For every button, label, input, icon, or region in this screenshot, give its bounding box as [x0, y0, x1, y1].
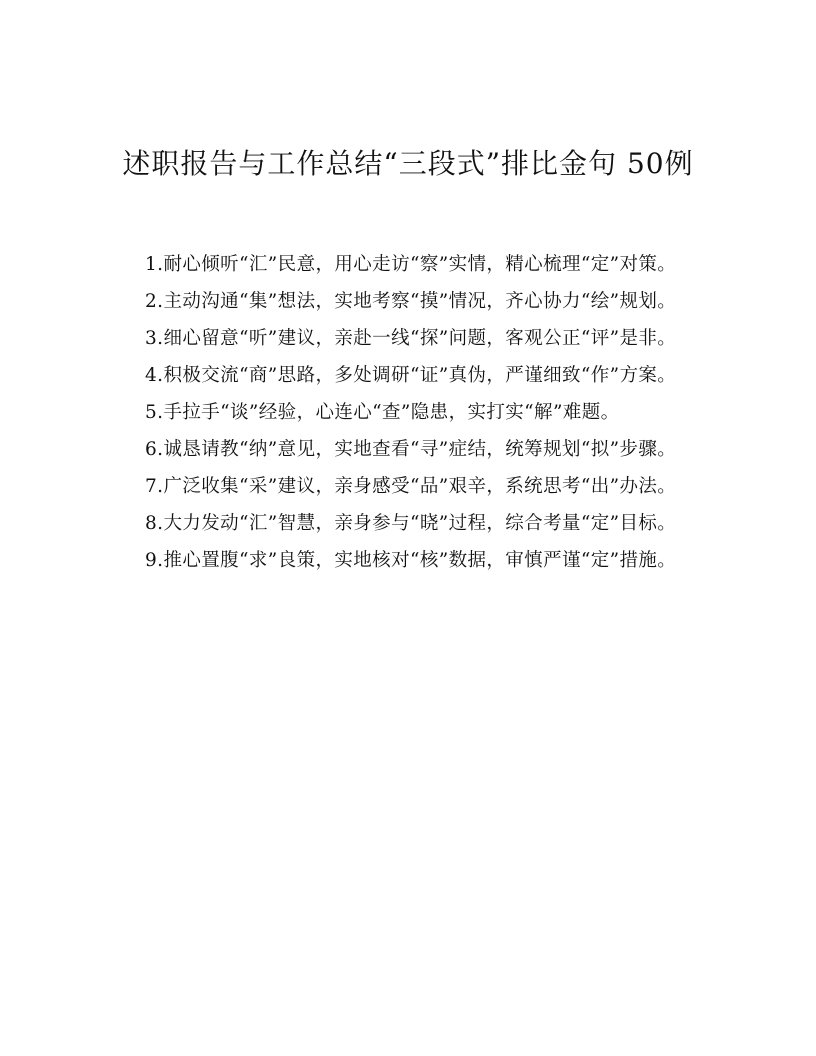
list-item: 8.大力发动“汇”智慧，亲身参与“晓”过程，综合考量“定”目标。	[145, 513, 677, 534]
list-item: 9.推心置腹“求”良策，实地核对“核”数据，审慎严谨“定”措施。	[145, 550, 677, 571]
list-item: 4.积极交流“商”思路，多处调研“证”真伪，严谨细致“作”方案。	[145, 365, 677, 386]
list-item: 1.耐心倾听“汇”民意，用心走访“察”实情，精心梳理“定”对策。	[145, 254, 677, 275]
list-item: 2.主动沟通“集”想法，实地考察“摸”情况，齐心协力“绘”规划。	[145, 291, 677, 312]
document-title: 述职报告与工作总结“三段式”排比金句 50例	[122, 147, 694, 180]
list-item: 6.诚恳请教“纳”意见，实地查看“寻”症结，统筹规划“拟”步骤。	[145, 439, 677, 460]
list-item: 7.广泛收集“采”建议，亲身感受“品”艰辛，系统思考“出”办法。	[145, 476, 677, 497]
list-item: 5.手拉手“谈”经验，心连心“查”隐患，实打实“解”难题。	[145, 402, 620, 423]
sentence-list	[108, 246, 708, 579]
list-item: 3.细心留意“听”建议，亲赴一线“探”问题，客观公正“评”是非。	[145, 328, 677, 349]
